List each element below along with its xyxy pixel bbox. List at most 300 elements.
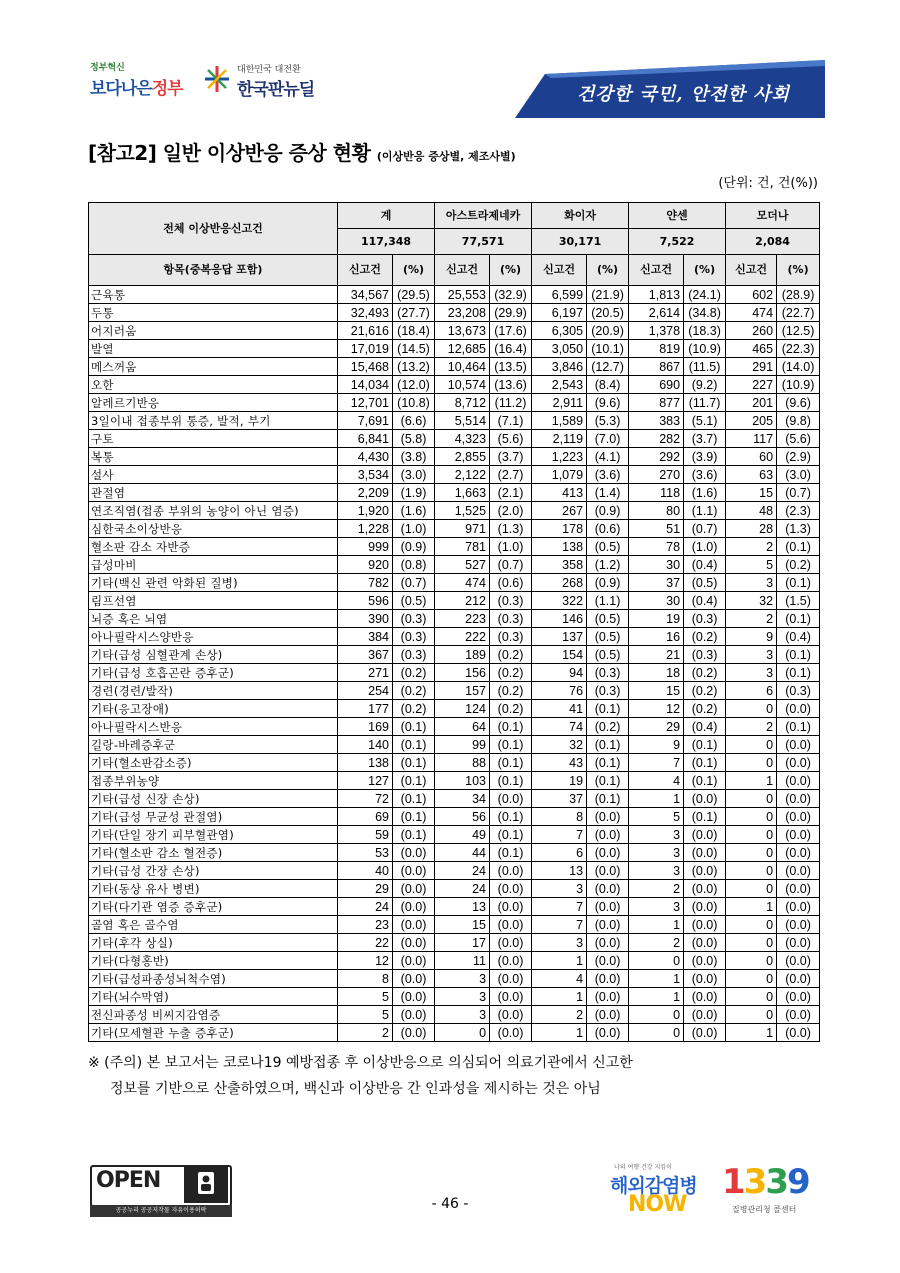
percent-cell: (0.0) xyxy=(777,754,820,772)
count-cell: 5 xyxy=(629,808,684,826)
percent-cell: (1.9) xyxy=(393,484,435,502)
count-header: 신고건 xyxy=(629,255,684,286)
percent-cell: (0.1) xyxy=(490,772,532,790)
percent-cell: (0.5) xyxy=(587,646,629,664)
percent-cell: (0.1) xyxy=(490,718,532,736)
symptom-name-cell: 기타(백신 관련 악화된 질병) xyxy=(89,574,338,592)
count-cell: 268 xyxy=(532,574,587,592)
count-cell: 6 xyxy=(726,682,777,700)
count-cell: 1 xyxy=(629,790,684,808)
symptom-name-cell: 어지러움 xyxy=(89,322,338,340)
percent-cell: (0.0) xyxy=(587,898,629,916)
count-header: 신고건 xyxy=(338,255,393,286)
percent-cell: (0.1) xyxy=(777,610,820,628)
count-cell: 13,673 xyxy=(435,322,490,340)
percent-cell: (9.2) xyxy=(684,376,726,394)
percent-cell: (0.2) xyxy=(393,682,435,700)
count-cell: 596 xyxy=(338,592,393,610)
count-cell: 140 xyxy=(338,736,393,754)
count-cell: 24 xyxy=(435,880,490,898)
count-cell: 10,464 xyxy=(435,358,490,376)
percent-cell: (9.6) xyxy=(777,394,820,412)
count-cell: 32,493 xyxy=(338,304,393,322)
table-row xyxy=(89,808,820,826)
percent-cell: (0.0) xyxy=(777,952,820,970)
table-row xyxy=(89,358,820,376)
percent-cell: (4.1) xyxy=(587,448,629,466)
percent-cell: (0.0) xyxy=(684,1006,726,1024)
percent-cell: (0.3) xyxy=(393,646,435,664)
count-cell: 1,920 xyxy=(338,502,393,520)
count-cell: 999 xyxy=(338,538,393,556)
count-cell: 282 xyxy=(629,430,684,448)
hotline-caption: 질병관리청 콜센터 xyxy=(732,1205,797,1214)
count-cell: 15 xyxy=(629,682,684,700)
count-cell: 0 xyxy=(726,826,777,844)
percent-cell: (1.0) xyxy=(490,538,532,556)
count-cell: 19 xyxy=(532,772,587,790)
table-row xyxy=(89,844,820,862)
header-row-columns xyxy=(89,255,820,286)
count-cell: 0 xyxy=(629,1024,684,1042)
percent-cell: (11.2) xyxy=(490,394,532,412)
table-row xyxy=(89,952,820,970)
group-name-pfizer: 화이자 xyxy=(532,203,629,229)
count-cell: 0 xyxy=(726,970,777,988)
percent-cell: (0.0) xyxy=(490,898,532,916)
percent-cell: (0.6) xyxy=(490,574,532,592)
percent-cell: (12.5) xyxy=(777,322,820,340)
count-cell: 3 xyxy=(629,844,684,862)
percent-cell: (0.0) xyxy=(777,826,820,844)
percent-cell: (0.0) xyxy=(490,988,532,1006)
percent-cell: (0.1) xyxy=(777,646,820,664)
percent-cell: (0.7) xyxy=(684,520,726,538)
count-cell: 64 xyxy=(435,718,490,736)
group-name-total: 계 xyxy=(338,203,435,229)
percent-cell: (1.0) xyxy=(393,520,435,538)
percent-cell: (0.1) xyxy=(393,808,435,826)
group-total-all: 117,348 xyxy=(338,229,435,255)
count-cell: 29 xyxy=(629,718,684,736)
percent-cell: (0.3) xyxy=(587,664,629,682)
percent-cell: (2.1) xyxy=(490,484,532,502)
group-total-janssen: 7,522 xyxy=(629,229,726,255)
pct-header: (%) xyxy=(393,255,435,286)
count-cell: 1 xyxy=(532,988,587,1006)
newdeal-mark-icon xyxy=(203,64,231,94)
count-cell: 465 xyxy=(726,340,777,358)
open-word: OPEN xyxy=(96,1168,161,1193)
count-cell: 3 xyxy=(435,988,490,1006)
page-subtitle: (이상반응 증상별, 제조사별) xyxy=(376,150,516,163)
percent-cell: (32.9) xyxy=(490,286,532,304)
count-cell: 4 xyxy=(532,970,587,988)
symptom-name-cell: 전신파종성 비씨지감염증 xyxy=(89,1006,338,1024)
count-cell: 205 xyxy=(726,412,777,430)
percent-cell: (1.3) xyxy=(777,520,820,538)
count-cell: 2,543 xyxy=(532,376,587,394)
percent-cell: (0.1) xyxy=(587,754,629,772)
table-row xyxy=(89,664,820,682)
percent-cell: (16.4) xyxy=(490,340,532,358)
percent-cell: (0.0) xyxy=(684,916,726,934)
percent-cell: (0.1) xyxy=(393,718,435,736)
count-cell: 15 xyxy=(726,484,777,502)
percent-cell: (0.4) xyxy=(684,718,726,736)
percent-cell: (0.1) xyxy=(490,754,532,772)
percent-cell: (0.3) xyxy=(490,628,532,646)
percent-cell: (0.0) xyxy=(777,1006,820,1024)
percent-cell: (1.0) xyxy=(684,538,726,556)
count-cell: 124 xyxy=(435,700,490,718)
count-cell: 2,119 xyxy=(532,430,587,448)
count-cell: 2 xyxy=(532,1006,587,1024)
table-row xyxy=(89,1006,820,1024)
count-cell: 11 xyxy=(435,952,490,970)
slogan-banner xyxy=(515,60,825,118)
percent-cell: (2.3) xyxy=(777,502,820,520)
percent-cell: (1.6) xyxy=(684,484,726,502)
symptom-name-cell: 기타(다기관 염증 증후군) xyxy=(89,898,338,916)
percent-cell: (0.3) xyxy=(490,592,532,610)
count-cell: 43 xyxy=(532,754,587,772)
table-row xyxy=(89,754,820,772)
count-cell: 169 xyxy=(338,718,393,736)
percent-cell: (0.0) xyxy=(587,862,629,880)
count-cell: 383 xyxy=(629,412,684,430)
percent-cell: (2.7) xyxy=(490,466,532,484)
pct-header: (%) xyxy=(684,255,726,286)
count-cell: 15 xyxy=(435,916,490,934)
count-cell: 1,223 xyxy=(532,448,587,466)
percent-cell: (3.6) xyxy=(587,466,629,484)
count-cell: 51 xyxy=(629,520,684,538)
count-cell: 32 xyxy=(726,592,777,610)
percent-cell: (0.7) xyxy=(490,556,532,574)
unit-label: (단위: 건, 건(%)) xyxy=(718,176,818,191)
count-cell: 12 xyxy=(629,700,684,718)
count-cell: 63 xyxy=(726,466,777,484)
symptom-name-cell: 설사 xyxy=(89,466,338,484)
symptom-name-cell: 기타(후각 상실) xyxy=(89,934,338,952)
count-cell: 1,378 xyxy=(629,322,684,340)
count-cell: 1 xyxy=(726,772,777,790)
count-cell: 103 xyxy=(435,772,490,790)
percent-cell: (0.0) xyxy=(490,1024,532,1042)
percent-cell: (0.5) xyxy=(684,574,726,592)
table-row xyxy=(89,916,820,934)
count-cell: 13 xyxy=(435,898,490,916)
pct-header: (%) xyxy=(587,255,629,286)
percent-cell: (0.2) xyxy=(684,664,726,682)
percent-cell: (29.5) xyxy=(393,286,435,304)
percent-cell: (0.3) xyxy=(684,646,726,664)
count-cell: 24 xyxy=(435,862,490,880)
table-row xyxy=(89,466,820,484)
symptom-name-cell: 기타(응고장애) xyxy=(89,700,338,718)
count-cell: 267 xyxy=(532,502,587,520)
table-row xyxy=(89,520,820,538)
count-cell: 527 xyxy=(435,556,490,574)
percent-cell: (0.0) xyxy=(684,970,726,988)
percent-cell: (13.6) xyxy=(490,376,532,394)
percent-cell: (0.0) xyxy=(777,916,820,934)
percent-cell: (0.0) xyxy=(684,898,726,916)
symptom-name-cell: 기타(급성 심혈관계 손상) xyxy=(89,646,338,664)
count-cell: 17,019 xyxy=(338,340,393,358)
count-cell: 413 xyxy=(532,484,587,502)
count-cell: 201 xyxy=(726,394,777,412)
count-cell: 9 xyxy=(726,628,777,646)
percent-cell: (0.0) xyxy=(684,880,726,898)
percent-cell: (0.1) xyxy=(777,664,820,682)
percent-cell: (0.1) xyxy=(777,574,820,592)
count-cell: 7 xyxy=(532,916,587,934)
count-cell: 782 xyxy=(338,574,393,592)
percent-cell: (1.2) xyxy=(587,556,629,574)
count-cell: 15,468 xyxy=(338,358,393,376)
table-row xyxy=(89,376,820,394)
percent-cell: (0.0) xyxy=(490,1006,532,1024)
percent-cell: (0.0) xyxy=(684,790,726,808)
percent-cell: (5.6) xyxy=(490,430,532,448)
gov-logo-main-text: 보다나은정부 xyxy=(90,79,183,99)
count-cell: 146 xyxy=(532,610,587,628)
count-cell: 690 xyxy=(629,376,684,394)
hotline-1339-logo xyxy=(720,1162,820,1220)
symptom-name-cell: 혈소판 감소 자반증 xyxy=(89,538,338,556)
percent-cell: (0.0) xyxy=(587,844,629,862)
count-cell: 260 xyxy=(726,322,777,340)
table-row xyxy=(89,718,820,736)
table-row xyxy=(89,484,820,502)
percent-cell: (0.0) xyxy=(777,988,820,1006)
table-row xyxy=(89,628,820,646)
table-row xyxy=(89,592,820,610)
percent-cell: (0.5) xyxy=(587,610,629,628)
count-cell: 0 xyxy=(726,988,777,1006)
pct-header: (%) xyxy=(490,255,532,286)
percent-cell: (10.9) xyxy=(684,340,726,358)
percent-cell: (0.0) xyxy=(587,916,629,934)
percent-cell: (12.0) xyxy=(393,376,435,394)
count-header: 신고건 xyxy=(435,255,490,286)
count-cell: 227 xyxy=(726,376,777,394)
percent-cell: (0.0) xyxy=(490,970,532,988)
percent-cell: (3.9) xyxy=(684,448,726,466)
percent-cell: (0.0) xyxy=(490,880,532,898)
percent-cell: (0.0) xyxy=(777,772,820,790)
count-cell: 34,567 xyxy=(338,286,393,304)
percent-cell: (0.1) xyxy=(587,790,629,808)
symptom-name-cell: 급성마비 xyxy=(89,556,338,574)
symptom-name-cell: 기타(혈소판감소증) xyxy=(89,754,338,772)
percent-cell: (0.4) xyxy=(684,556,726,574)
symptom-name-cell: 기타(혈소판 감소 혈전증) xyxy=(89,844,338,862)
percent-cell: (0.1) xyxy=(684,754,726,772)
percent-cell: (21.9) xyxy=(587,286,629,304)
count-cell: 6,197 xyxy=(532,304,587,322)
percent-cell: (5.6) xyxy=(777,430,820,448)
count-cell: 17 xyxy=(435,934,490,952)
percent-cell: (10.9) xyxy=(777,376,820,394)
symptom-name-cell: 아나필락시스양반응 xyxy=(89,628,338,646)
count-cell: 0 xyxy=(726,790,777,808)
percent-cell: (0.0) xyxy=(393,952,435,970)
percent-cell: (0.0) xyxy=(393,898,435,916)
group-total-astrazeneca: 77,571 xyxy=(435,229,532,255)
count-cell: 1,079 xyxy=(532,466,587,484)
table-body xyxy=(89,286,820,1042)
count-cell: 12,701 xyxy=(338,394,393,412)
percent-cell: (0.2) xyxy=(587,718,629,736)
count-cell: 291 xyxy=(726,358,777,376)
count-cell: 254 xyxy=(338,682,393,700)
newdeal-main-text: 한국판뉴딜 xyxy=(237,80,315,100)
percent-cell: (0.1) xyxy=(393,790,435,808)
count-cell: 1 xyxy=(532,1024,587,1042)
percent-cell: (0.0) xyxy=(587,952,629,970)
count-cell: 138 xyxy=(338,754,393,772)
count-cell: 0 xyxy=(726,880,777,898)
percent-cell: (3.0) xyxy=(393,466,435,484)
count-cell: 3 xyxy=(726,646,777,664)
percent-cell: (0.0) xyxy=(490,934,532,952)
group-name-astrazeneca: 아스트라제네카 xyxy=(435,203,532,229)
percent-cell: (0.4) xyxy=(684,592,726,610)
count-cell: 94 xyxy=(532,664,587,682)
table-row xyxy=(89,304,820,322)
percent-cell: (0.0) xyxy=(777,790,820,808)
symptom-name-cell: 기타(단일 장기 피부혈관염) xyxy=(89,826,338,844)
count-cell: 117 xyxy=(726,430,777,448)
table-row xyxy=(89,556,820,574)
symptom-name-cell: 기타(모세혈관 누출 증후군) xyxy=(89,1024,338,1042)
newdeal-small-text: 대한민국 대전환 xyxy=(237,65,301,75)
note-line-2: 정보를 기반으로 산출하였으며, 백신과 이상반응 간 인과성을 제시하는 것은 아님 xyxy=(110,1081,601,1097)
percent-cell: (1.4) xyxy=(587,484,629,502)
percent-cell: (0.6) xyxy=(587,520,629,538)
count-cell: 271 xyxy=(338,664,393,682)
percent-cell: (0.0) xyxy=(393,970,435,988)
count-cell: 21,616 xyxy=(338,322,393,340)
count-cell: 24 xyxy=(338,898,393,916)
symptom-name-cell: 기타(급성 신장 손상) xyxy=(89,790,338,808)
percent-cell: (0.0) xyxy=(587,988,629,1006)
count-cell: 1,589 xyxy=(532,412,587,430)
percent-cell: (0.2) xyxy=(490,682,532,700)
page-number: - 46 - xyxy=(431,1196,469,1212)
percent-cell: (0.2) xyxy=(393,664,435,682)
percent-cell: (0.0) xyxy=(684,988,726,1006)
gov-innovation-logo xyxy=(90,60,185,102)
count-cell: 88 xyxy=(435,754,490,772)
table-row xyxy=(89,736,820,754)
percent-cell: (0.0) xyxy=(393,988,435,1006)
percent-cell: (10.8) xyxy=(393,394,435,412)
table-row xyxy=(89,448,820,466)
percent-cell: (18.3) xyxy=(684,322,726,340)
percent-cell: (0.0) xyxy=(587,826,629,844)
percent-cell: (3.7) xyxy=(684,430,726,448)
percent-cell: (0.0) xyxy=(777,970,820,988)
percent-cell: (0.0) xyxy=(393,844,435,862)
percent-cell: (0.1) xyxy=(684,736,726,754)
count-cell: 212 xyxy=(435,592,490,610)
percent-cell: (0.0) xyxy=(587,970,629,988)
table-row xyxy=(89,934,820,952)
count-cell: 2,855 xyxy=(435,448,490,466)
count-cell: 5 xyxy=(338,988,393,1006)
percent-cell: (10.1) xyxy=(587,340,629,358)
percent-cell: (0.8) xyxy=(393,556,435,574)
count-cell: 292 xyxy=(629,448,684,466)
count-cell: 390 xyxy=(338,610,393,628)
count-cell: 72 xyxy=(338,790,393,808)
count-cell: 2 xyxy=(338,1024,393,1042)
percent-cell: (9.6) xyxy=(587,394,629,412)
page-header xyxy=(0,0,900,125)
symptom-name-cell: 기타(동상 유사 병변) xyxy=(89,880,338,898)
count-cell: 1,663 xyxy=(435,484,490,502)
table-row xyxy=(89,322,820,340)
count-cell: 4,323 xyxy=(435,430,490,448)
percent-cell: (0.1) xyxy=(393,736,435,754)
table-row xyxy=(89,1024,820,1042)
table-row xyxy=(89,772,820,790)
count-cell: 0 xyxy=(726,862,777,880)
item-header: 항목(중복응답 포함) xyxy=(89,255,338,286)
count-cell: 3 xyxy=(726,664,777,682)
count-cell: 0 xyxy=(726,1006,777,1024)
count-cell: 971 xyxy=(435,520,490,538)
percent-cell: (13.5) xyxy=(490,358,532,376)
caution-note xyxy=(88,1050,828,1102)
percent-cell: (9.8) xyxy=(777,412,820,430)
count-cell: 10,574 xyxy=(435,376,490,394)
count-cell: 16 xyxy=(629,628,684,646)
count-cell: 1 xyxy=(629,916,684,934)
count-cell: 13 xyxy=(532,862,587,880)
percent-cell: (0.3) xyxy=(393,628,435,646)
count-cell: 2 xyxy=(726,610,777,628)
percent-cell: (0.0) xyxy=(393,1006,435,1024)
count-cell: 6,305 xyxy=(532,322,587,340)
count-cell: 270 xyxy=(629,466,684,484)
percent-cell: (12.7) xyxy=(587,358,629,376)
percent-cell: (0.0) xyxy=(393,934,435,952)
count-cell: 30 xyxy=(629,556,684,574)
count-cell: 3 xyxy=(629,826,684,844)
count-cell: 920 xyxy=(338,556,393,574)
count-cell: 3 xyxy=(726,574,777,592)
percent-cell: (34.8) xyxy=(684,304,726,322)
count-cell: 3,534 xyxy=(338,466,393,484)
percent-cell: (2.9) xyxy=(777,448,820,466)
percent-cell: (0.0) xyxy=(490,952,532,970)
percent-cell: (0.0) xyxy=(587,1024,629,1042)
count-cell: 1 xyxy=(629,970,684,988)
count-cell: 7 xyxy=(629,754,684,772)
percent-cell: (0.1) xyxy=(490,736,532,754)
symptom-name-cell: 관절염 xyxy=(89,484,338,502)
table-row xyxy=(89,826,820,844)
percent-cell: (0.1) xyxy=(777,718,820,736)
percent-cell: (0.0) xyxy=(393,862,435,880)
count-cell: 0 xyxy=(726,808,777,826)
count-cell: 5,514 xyxy=(435,412,490,430)
